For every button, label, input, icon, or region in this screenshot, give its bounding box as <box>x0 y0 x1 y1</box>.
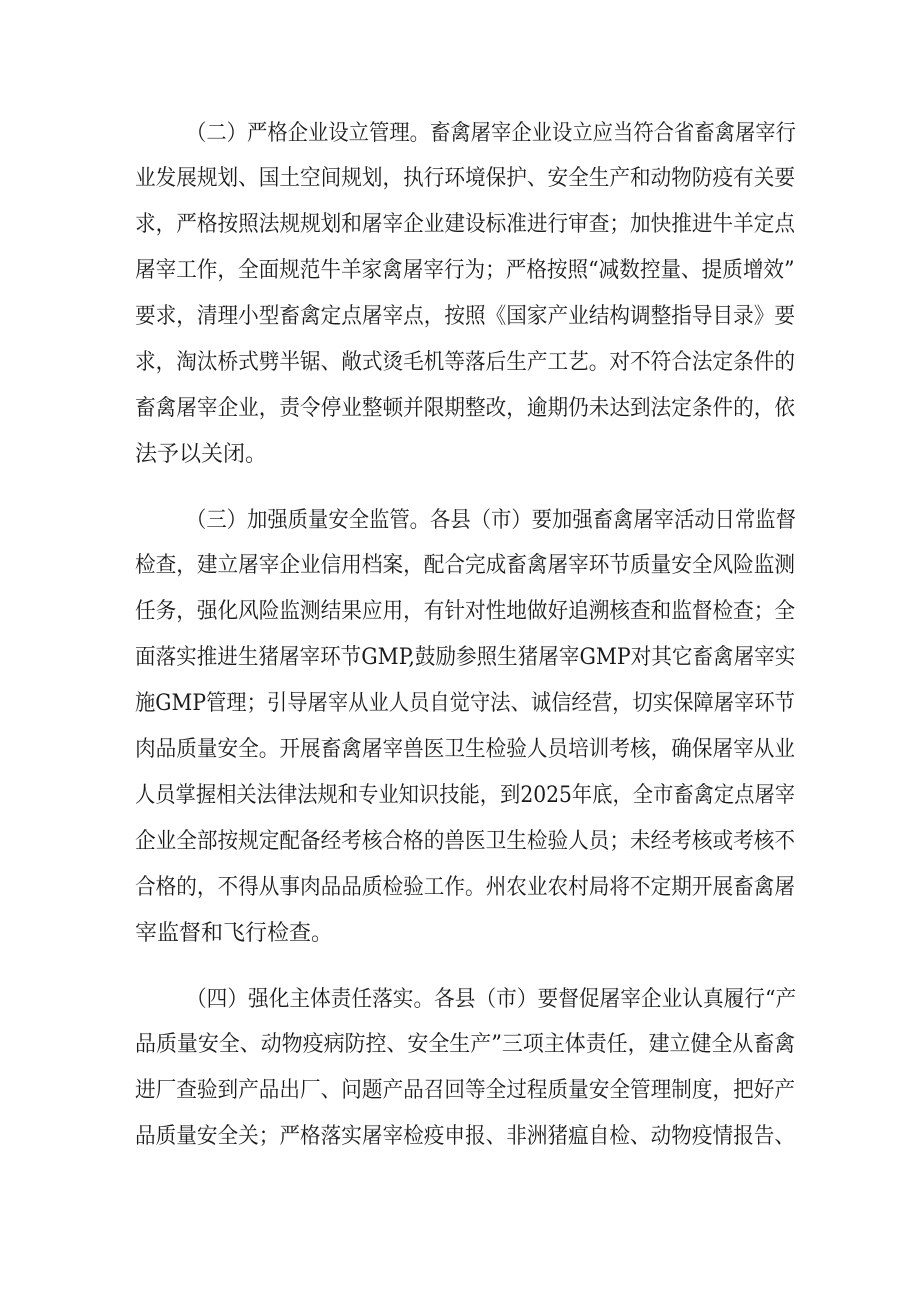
paragraph-3-line-4: 面落实推进生猪屠宰环节GMP,鼓励参照生猪屠宰GMP对其它畜禽屠宰实 <box>135 645 796 670</box>
paragraph-4-line-2: 品质量安全、动物疫病防控、安全生产”三项主体责任，建立健全从畜禽 <box>135 1032 796 1057</box>
paragraph-3-line-6: 肉品质量安全。开展畜禽屠宰兽医卫生检验人员培训考核，确保屠宰从业 <box>135 737 796 762</box>
paragraph-3-line-5: 施GMP管理；引导屠宰从业人员自觉守法、诚信经营，切实保障屠宰环节 <box>135 691 795 716</box>
paragraph-2-line-1: （二）严格企业设立管理。畜禽屠宰企业设立应当符合省畜禽屠宰行 <box>186 121 796 146</box>
paragraph-3-line-2: 检查，建立屠宰企业信用档案，配合完成畜禽屠宰环节质量安全风险监测 <box>135 553 796 578</box>
paragraph-2-line-8: 法予以关闭。 <box>135 442 268 467</box>
paragraph-2-line-4: 屠宰工作，全面规范牛羊家禽屠宰行为；严格按照“减数控量、提质增效” <box>135 258 795 283</box>
paragraph-3-line-8: 企业全部按规定配备经考核合格的兽医卫生检验人员；未经考核或考核不 <box>135 829 796 854</box>
paragraph-2-line-6: 求，淘汰桥式劈半锯、敞式烫毛机等落后生产工艺。对不符合法定条件的 <box>135 350 796 375</box>
paragraph-4-line-4: 品质量安全关；严格落实屠宰检疫申报、非洲猪瘟自检、动物疫情报告、 <box>135 1124 796 1149</box>
paragraph-2-line-7: 畜禽屠宰企业，责令停业整顿并限期整改，逾期仍未达到法定条件的，依 <box>135 396 796 421</box>
paragraph-3-line-1: （三）加强质量安全监管。各县（市）要加强畜禽屠宰活动日常监督 <box>186 508 796 533</box>
paragraph-4-line-3: 进厂查验到产品出厂、问题产品召回等全过程质量安全管理制度，把好产 <box>135 1078 796 1103</box>
paragraph-3-line-9: 合格的，不得从事肉品品质检验工作。州农业农村局将不定期开展畜禽屠 <box>135 875 796 900</box>
paragraph-3-line-10: 宰监督和飞行检查。 <box>135 921 334 946</box>
paragraph-3-line-7: 人员掌握相关法律法规和专业知识技能，到2025年底，全市畜禽定点屠宰 <box>135 783 796 808</box>
paragraph-2-line-3: 求，严格按照法规规划和屠宰企业建设标准进行审查；加快推进牛羊定点 <box>135 212 796 237</box>
paragraph-2-line-2: 业发展规划、国土空间规划，执行环境保护、安全生产和动物防疫有关要 <box>135 166 796 191</box>
paragraph-2-line-5: 要求，清理小型畜禽定点屠宰点，按照《国家产业结构调整指导目录》要 <box>135 304 796 329</box>
paragraph-3-line-3: 任务，强化风险监测结果应用，有针对性地做好追溯核查和监督检查；全 <box>135 599 796 624</box>
paragraph-4-line-1: （四）强化主体责任落实。各县（市）要督促屠宰企业认真履行“产 <box>186 987 797 1012</box>
